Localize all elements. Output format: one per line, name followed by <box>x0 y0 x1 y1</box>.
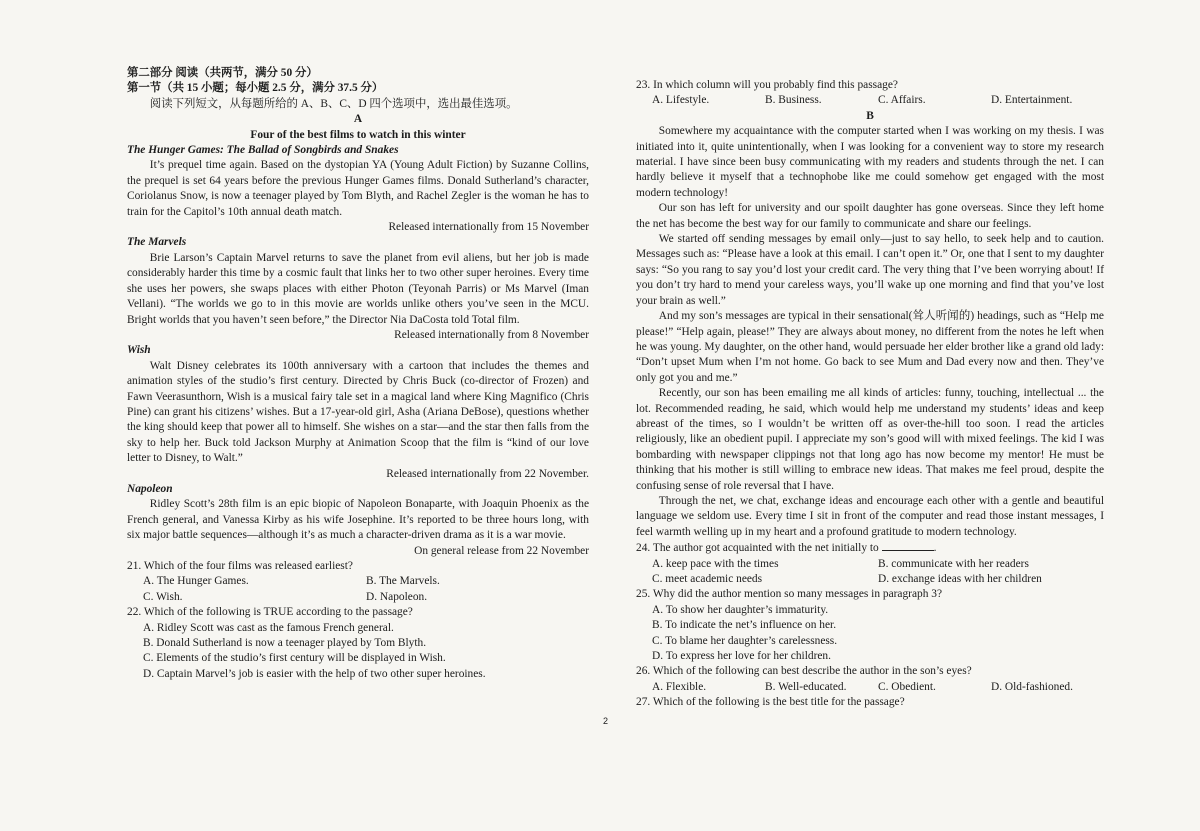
question-26-option-a: A. Flexible. <box>652 680 707 693</box>
question-21-stem: 21. Which of the four films was released earliest? <box>127 560 353 572</box>
question-25-options <box>636 603 1104 665</box>
film-text-napoleon: Ridley Scott’s 28th film is an epic biopic of Napoleon Bonaparte, with Joaquin Phoenix as the French general, and Vanessa Kirby as his wife Josephine. It’s reported to be three hours long, with six major battle sequences—although it’s as much a character-driven drama as it is a war movie. <box>127 498 589 542</box>
question-22-option-c: C. Elements of the studio’s first century will be displayed in Wish. <box>143 652 446 665</box>
question-22-options <box>127 621 589 683</box>
passage-b-letter: B <box>866 109 874 122</box>
left-column <box>127 66 589 682</box>
question-23-stem: 23. In which column will you probably find this passage? <box>636 79 898 91</box>
passage-b-paragraph-3: We started off sending messages by email only—just to say hello, to seek help and to caution. Messages such as: “Please have a look at this email. I can’t open it.” Or, one that I sent to my daughter says: “So you rang to say you’d lost your credit card. The very thing that I’ve been worrying about! If you don’t try hard to mend your careless ways, you’ll wake up one morning and find that you’ve lost your brain as well.” <box>636 233 1104 307</box>
question-23-option-b: B. Business. <box>765 94 822 107</box>
film-release-wish: Released internationally from 22 November. <box>386 467 589 480</box>
question-25-option-b: B. To indicate the net’s influence on her. <box>652 619 837 632</box>
question-22-option-a: A. Ridley Scott was cast as the famous French general. <box>143 621 394 634</box>
film-release-marvels: Released internationally from 8 November <box>394 328 589 341</box>
passage-b-paragraph-6: Through the net, we chat, exchange ideas and encourage each other with a gentle and beautiful language we seldom use. Every time I sit in front of the computer and read those instant messages, I feel warmth welling up in my heart and a profound gratitude to modern technology. <box>636 494 1104 538</box>
film-release-hunger-games: Released internationally from 15 November <box>388 221 589 234</box>
question-24-options <box>636 557 1104 588</box>
question-23-option-c: C. Affairs. <box>878 94 926 107</box>
question-26-options <box>636 680 1104 695</box>
film-title-wish: Wish <box>127 344 151 357</box>
question-26-stem: 26. Which of the following can best describe the author in the son’s eyes? <box>636 665 972 678</box>
question-24-option-a: A. keep pace with the times <box>652 557 779 570</box>
section-sub-heading: 第一节（共 15 小题；每小题 2.5 分，满分 37.5 分） <box>127 82 384 95</box>
question-22-option-b: B. Donald Sutherland is now a teenager played by Tom Blyth. <box>143 637 427 650</box>
question-26-option-d: D. Old-fashioned. <box>991 680 1073 693</box>
question-21-options <box>127 574 589 605</box>
passage-a-title: Four of the best films to watch in this winter <box>250 128 466 141</box>
passage-a-letter: A <box>353 113 363 126</box>
question-24-option-c: C. meet academic needs <box>652 573 763 585</box>
question-25-option-a: A. To show her daughter’s immaturity. <box>652 603 829 616</box>
film-title-napoleon: Napoleon <box>127 482 173 495</box>
question-24-stem: 24. The author got acquainted with the net initially to . <box>636 542 937 555</box>
question-25-option-c: C. To blame her daughter’s carelessness. <box>652 634 838 647</box>
answer-blank <box>882 540 934 551</box>
question-21-option-d: D. Napoleon. <box>366 590 428 603</box>
question-25-option-d: D. To express her love for her children. <box>652 650 831 663</box>
section-part-heading: 第二部分 阅读（共两节，满分 50 分） <box>127 67 318 79</box>
question-26-option-b: B. Well-educated. <box>765 680 847 693</box>
question-24-option-b: B. communicate with her readers <box>878 557 1029 570</box>
question-21-option-a: A. The Hunger Games. <box>143 575 249 588</box>
passage-b-paragraph-5: Recently, our son has been emailing me all kinds of articles: funny, touching, intellectual ... the lot. Recommended reading, he said, which would help me understand my students’ ideas and keep abreast of the times, so I wouldn’t be written off as over-the-hill too soon. I read the articles religiously, like an obedient pupil. I appreciate my son’s good will with mixed feelings. The kid I was bombarding with newspaper clippings not that long ago has now become my mentor! He must be thinking that his mother is still willing to embrace new ideas. That makes me feel proud, despite the confusing sense of role reversal that I have. <box>636 387 1104 492</box>
question-22-option-d: D. Captain Marvel’s job is easier with the help of two other super heroines. <box>143 667 486 680</box>
question-21-option-b: B. The Marvels. <box>366 575 440 588</box>
question-24-option-d: D. exchange ideas with her children <box>878 573 1042 585</box>
question-22-stem: 22. Which of the following is TRUE according to the passage? <box>127 606 413 619</box>
question-27-stem: 27. Which of the following is the best title for the passage? <box>636 696 905 709</box>
right-column <box>636 78 1104 711</box>
passage-b-paragraph-2: Our son has left for university and our spoilt daughter has gone overseas. Since they left home the net has become the best way for our family to communicate and share our feelings. <box>636 202 1104 230</box>
film-text-marvels: Brie Larson’s Captain Marvel returns to save the planet from evil aliens, but her job is made considerably harder this time by a cosmic fault that links her to two other super heroines. Every time she uses her powers, she swaps places with either Photon (Teyonah Parris) or Ms Marvel (Iman Vellani). “The worlds we go to in this movie are worlds unlike others you’ve seen in the MCU. Bright worlds that you haven’t seen before,” the Director Nia DaCosta told Total film. <box>127 251 589 326</box>
film-title-marvels: The Marvels <box>127 236 187 249</box>
passage-b-paragraph-1: Somewhere my acquaintance with the computer started when I was working on my thesis. I was initiated into it, quite unintentionally, when I was looking for a convenient way to store my research material. I have since been busy communicating with my readers and students through the net. I can hardly believe it myself that a technophobe like me could somehow get engaged with the most modern technology! <box>636 125 1104 199</box>
film-text-wish: Walt Disney celebrates its 100th anniversary with a cartoon that includes the themes and animation styles of the studio’s first century. Directed by Chris Buck (co-director of Frozen) and Fawn Veerasunthorn, Wish is a musical fairy tale set in a magical land where King Magnifico (Chris Pine) can grant his citizens’ wishes. But a 17-year-old girl, Asha (Ariana DeBose), questions whether the king should keep that power all to himself. She wishes on a star—and the star then falls from the sky to help her. Buck told Jackson Murphy at Animation Scoop that the film is “kind of our love letter to Disney, to Walt.” <box>127 359 589 465</box>
question-21-option-c: C. Wish. <box>143 590 183 603</box>
question-23-options <box>636 93 1104 108</box>
question-23-option-a: A. Lifestyle. <box>652 94 710 107</box>
question-26-option-c: C. Obedient. <box>878 680 936 693</box>
page-number: 2 <box>603 716 609 726</box>
section-instructions: 阅读下列短文，从每题所给的 A、B、C、D 四个选项中，选出最佳选项。 <box>149 97 518 110</box>
film-title-hunger-games: The Hunger Games: The Ballad of Songbirds and Snakes <box>127 144 399 157</box>
film-release-napoleon: On general release from 22 November <box>414 544 589 557</box>
passage-b-paragraph-4: And my son’s messages are typical in their sensational(耸人听闻的) headings, such as “Help me please!” “Help again, please!” They are always about money, no different from the notes he left when he was young. My daughter, on the other hand, would persuade her elder brother like a grand old lady: “Don’t upset Mum when I’m not home. Go back to see Mum and Dad every now and then. They’ve only got you and me.” <box>636 310 1104 384</box>
question-23-option-d: D. Entertainment. <box>991 94 1073 107</box>
film-text-hunger-games: It’s prequel time again. Based on the dystopian YA (Young Adult Fiction) by Suzanne Collins, the prequel is set 64 years before the previous Hunger Games films. Donald Sutherland’s character, Coriolanus Snow, is now a teenager played by Tom Blyth, and Rachel Zegler is the woman he has to train for the Capitol’s 10th annual death match. <box>127 159 589 218</box>
question-24-stem-text: 24. The author got acquainted with the net initially to <box>636 542 879 555</box>
question-25-stem: 25. Why did the author mention so many messages in paragraph 3? <box>636 588 943 601</box>
